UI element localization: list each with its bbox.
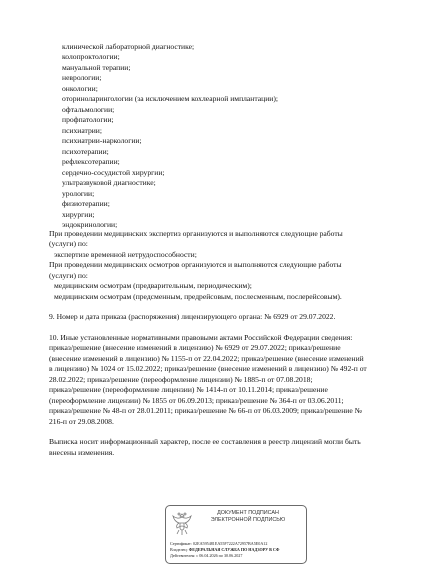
text-line: 28.02.2022; приказ/решение (переоформление лицензии) № 1885-п от 07.08.2018; (49, 375, 313, 384)
text-line: (услуги) по: (49, 239, 88, 248)
stamp-owner-name: ФЕДЕРАЛЬНАЯ СЛУЖБА ПО НАДЗОРУ В СФ (188, 547, 280, 552)
text-line: сердечно-сосудистой хирургии; (62, 168, 165, 177)
text-line: экспертизе временной нетрудоспособности; (54, 250, 197, 259)
text-line: приказ/решение (внесение изменений в лицензию) № 6929 от 29.07.2022; приказ/решение (49, 343, 341, 352)
text-line: медицинским осмотрам (предварительным, периодическим); (54, 281, 252, 290)
stamp-owner (170, 547, 279, 552)
text-line: урологии; (62, 189, 95, 198)
text-line: оториноларингологии (за исключением кохлеарной имплантации); (62, 94, 278, 103)
text-line: клинической лабораторной диагностике; (62, 42, 195, 51)
electronic-signature-stamp (165, 505, 307, 564)
text-line: 10. Иные установленные нормативными правовыми актами Российской Федерации сведения: (49, 333, 353, 342)
text-line: офтальмологии; (62, 105, 115, 114)
text-line: (услуги) по: (49, 271, 88, 280)
text-line: хирургии; (62, 210, 95, 219)
text-line: в лицензию) № 1024 от 15.02.2022; приказ/решение (внесение изменений в лицензию) № 492-п от (49, 364, 367, 373)
text-line: При проведении медицинских осмотров организуются и выполняются следующие работы (49, 260, 342, 269)
text-line: мануальной терапии; (62, 63, 131, 72)
stamp-owner-prefix: Владелец: (170, 547, 188, 552)
text-line: (переоформление лицензии) № 1855 от 06.09.2013; приказ/решение № 364-п от 03.06.2011; (49, 396, 344, 405)
text-line: Выписка носит информационный характер, после ее составления в реестр лицензий могли быть (49, 437, 361, 446)
text-line: ультразвуковой диагностике; (62, 178, 156, 187)
text-line: медицинским осмотрам (предсменным, предрейсовым, послесменным, послерейсовым). (54, 292, 342, 301)
text-line: При проведении медицинских экспертиз организуются и выполняются следующие работы (49, 229, 343, 238)
text-line: рефлексотерапии; (62, 157, 120, 166)
text-line: колопроктологии; (62, 52, 120, 61)
text-line: 9. Номер и дата приказа (распоряжения) лицензирующего органа: № 6929 от 29.07.2022. (49, 312, 336, 321)
stamp-title-line2: ЭЛЕКТРОННОЙ ПОДПИСЬЮ (210, 517, 286, 523)
text-line: приказ/решение (переоформление лицензии) № 1414-п от 10.11.2014; приказ/решение (49, 385, 328, 394)
text-line: профпатологии; (62, 115, 114, 124)
text-line: приказ/решение № 48-п от 28.01.2011; приказ/решение № 66-п от 06.03.2009; приказ/решение № (49, 406, 362, 415)
text-line: физиотерапии; (62, 199, 110, 208)
text-line: психиатрии; (62, 126, 102, 135)
text-line: эндокринологии; (62, 220, 118, 229)
text-line: 216-п от 29.08.2008. (49, 417, 114, 426)
stamp-title-line1: ДОКУМЕНТ ПОДПИСАН (217, 510, 279, 516)
text-line: (внесение изменений в лицензию) № 1155-п от 22.04.2022; приказ/решение (внесение изменений (49, 354, 364, 363)
text-line: психотерапии; (62, 147, 109, 156)
text-line: онкологии; (62, 84, 98, 93)
stamp-certificate: Сертификат: 02EA595481EA55F7222A72957BA5E0A12 (170, 541, 268, 546)
text-line: внесены изменения. (49, 448, 115, 457)
stamp-validity: Действителен: с 06.04.2026 по 30.06.2027 (170, 553, 243, 558)
text-line: психиатрии-наркологии; (62, 136, 142, 145)
text-line: неврологии; (62, 73, 102, 82)
coat-of-arms-icon (171, 511, 193, 537)
